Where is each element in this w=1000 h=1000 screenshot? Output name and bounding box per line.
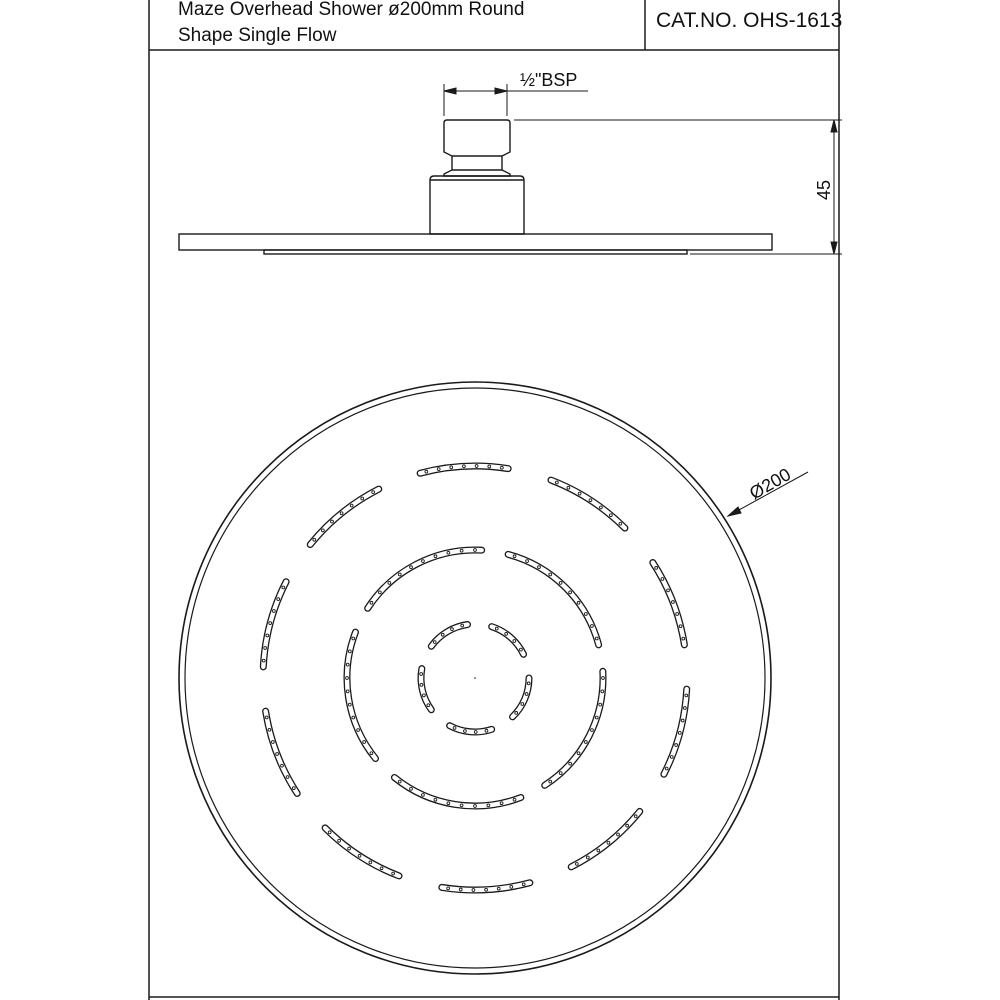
shower-plate <box>179 234 772 250</box>
thread-fraction: ½ <box>520 70 536 90</box>
catalogue-number: CAT.NO. OHS-1613 <box>656 9 843 32</box>
nozzle-slot-inner <box>508 554 599 645</box>
nozzle-slot-inner <box>545 671 603 785</box>
nozzle-slot <box>325 828 399 876</box>
thread-nipple <box>444 120 510 176</box>
nozzle-slot <box>266 711 298 793</box>
nozzle-slot <box>571 811 640 866</box>
side-elevation-view <box>179 120 772 254</box>
shower-face <box>264 250 687 254</box>
nozzle-slot <box>551 480 625 528</box>
height-label: 45 <box>814 179 834 200</box>
thread-suffix: "BSP <box>535 70 578 90</box>
nozzle-slot <box>653 563 685 645</box>
title-line-1: Maze Overhead Shower ø200mm Round <box>178 0 525 20</box>
nozzle-slot <box>508 554 599 645</box>
nozzle-slot-inner <box>368 550 482 608</box>
plan-view <box>179 382 771 974</box>
title-line-2: Shape Single Flow <box>178 25 337 46</box>
nozzle-slot <box>664 689 687 774</box>
nozzle-slot <box>310 489 379 544</box>
center-mark <box>474 677 476 679</box>
nozzle-slot <box>263 582 286 667</box>
title-block-frame <box>149 0 839 1000</box>
thread-label <box>520 70 577 90</box>
diameter-label: Ø200 <box>746 464 795 504</box>
shower-body <box>430 176 524 234</box>
